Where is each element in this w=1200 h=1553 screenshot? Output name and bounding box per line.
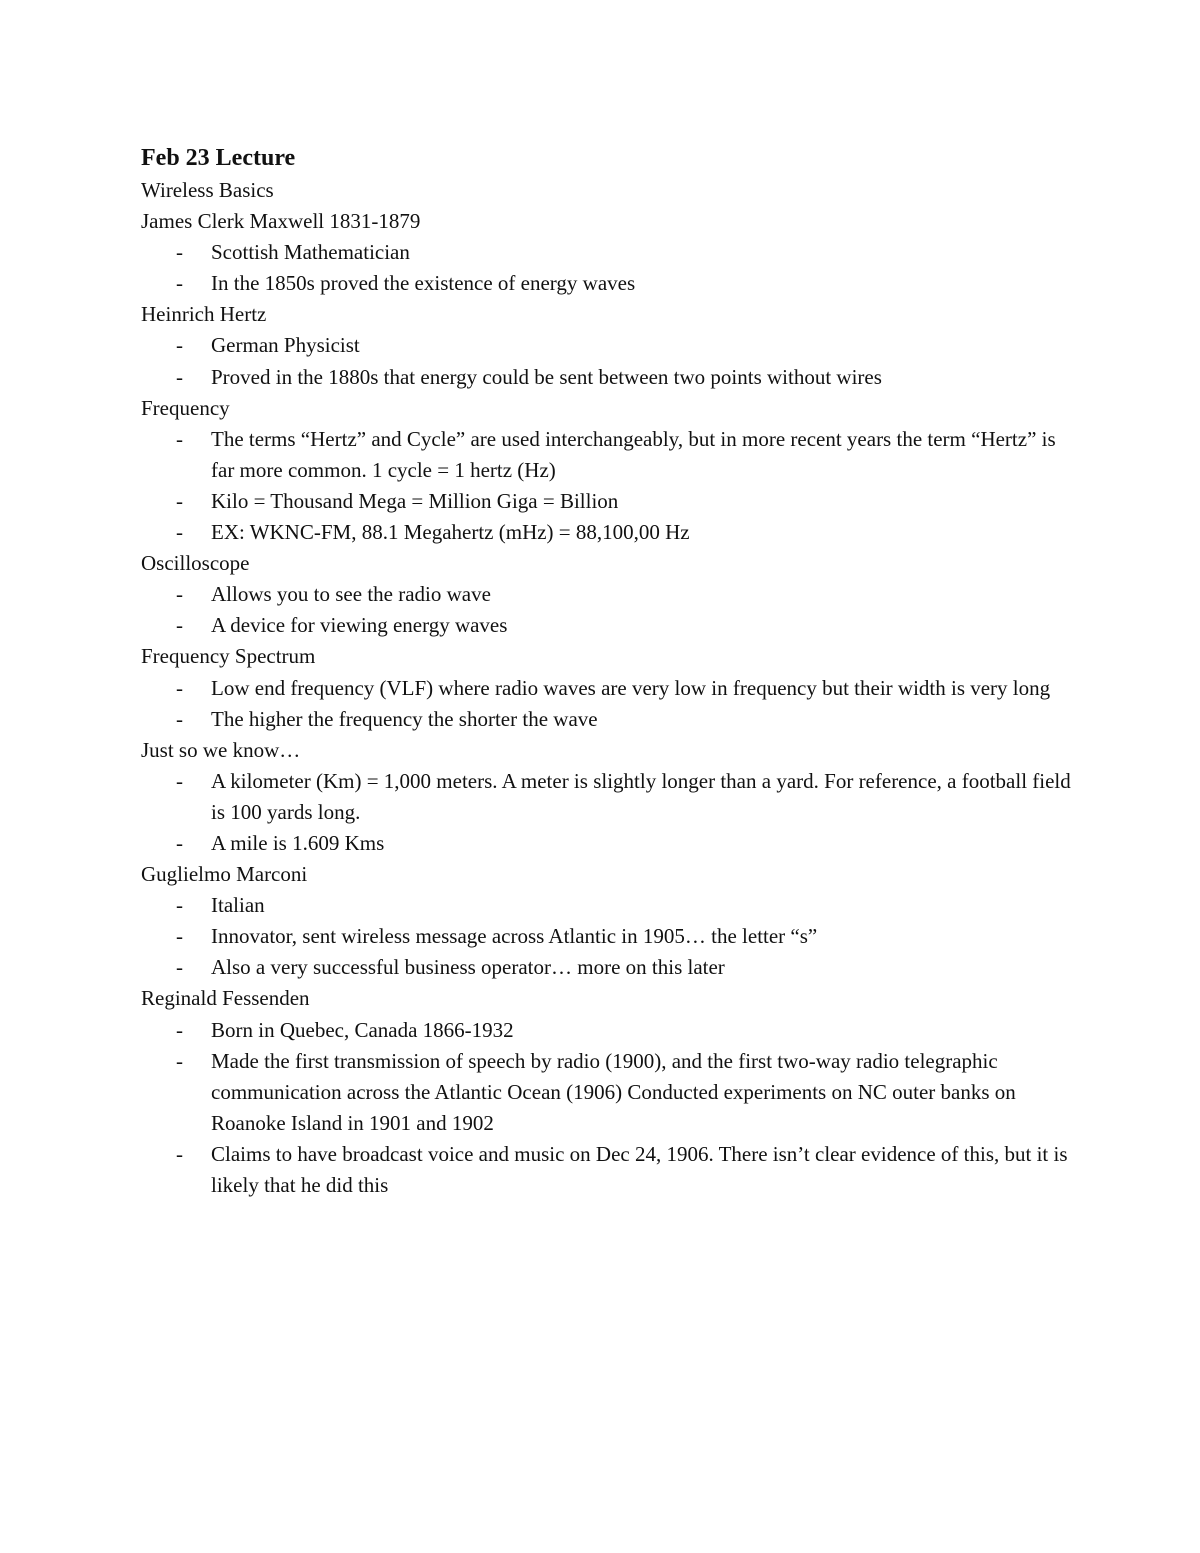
list-item bbox=[141, 921, 1071, 952]
section-heading: Heinrich Hertz bbox=[141, 302, 267, 327]
list-item-text: Also a very successful business operator… more on this later bbox=[211, 955, 725, 980]
list-item bbox=[141, 1139, 1071, 1201]
list-item-text: The terms “Hertz” and Cycle” are used interchangeably, but in more recent years the term “Hertz” is far more common. 1 cycle = 1 hertz (Hz) bbox=[211, 426, 1056, 482]
section-heading: Frequency bbox=[141, 395, 230, 420]
bullet-list bbox=[141, 890, 1071, 983]
list-item-text: A kilometer (Km) = 1,000 meters. A meter is slightly longer than a yard. For reference, a football field is 100 yards long. bbox=[211, 768, 1071, 824]
dash-bullet-icon: - bbox=[176, 955, 183, 980]
list-item bbox=[141, 362, 1071, 393]
document-body bbox=[141, 141, 1071, 1201]
list-item bbox=[141, 330, 1071, 361]
bullet-list bbox=[141, 673, 1071, 735]
dash-bullet-icon: - bbox=[176, 830, 183, 855]
section-heading: Reginald Fessenden bbox=[141, 986, 310, 1011]
list-item-text: Made the first transmission of speech by radio (1900), and the first two-way radio telegraphic communication across the Atlantic Ocean (1906) Conducted experiments on NC outer banks on Roanoke Island in 1901 and 1902 bbox=[211, 1048, 1016, 1135]
bullet-list bbox=[141, 1015, 1071, 1202]
section-heading: James Clerk Maxwell 1831-1879 bbox=[141, 209, 421, 234]
bullet-list bbox=[141, 330, 1071, 392]
list-item-text: Innovator, sent wireless message across Atlantic in 1905… the letter “s” bbox=[211, 924, 818, 949]
section-heading: Guglielmo Marconi bbox=[141, 862, 308, 887]
list-item-text: In the 1850s proved the existence of energy waves bbox=[211, 271, 636, 296]
list-item-text: A mile is 1.609 Kms bbox=[211, 830, 385, 855]
list-item-text: Claims to have broadcast voice and music on Dec 24, 1906. There isn’t clear evidence of this, but it is likely that he did this bbox=[211, 1141, 1068, 1197]
dash-bullet-icon: - bbox=[176, 768, 183, 793]
dash-bullet-icon: - bbox=[176, 271, 183, 296]
dash-bullet-icon: - bbox=[176, 924, 183, 949]
list-item-text: Kilo = Thousand Mega = Million Giga = Billion bbox=[211, 488, 619, 513]
section-heading: Oscilloscope bbox=[141, 551, 250, 576]
list-item-text: Scottish Mathematician bbox=[211, 240, 410, 265]
dash-bullet-icon: - bbox=[176, 706, 183, 731]
list-item bbox=[141, 890, 1071, 921]
list-item-text: A device for viewing energy waves bbox=[211, 613, 508, 638]
page-title: Feb 23 Lecture bbox=[141, 145, 296, 171]
dash-bullet-icon: - bbox=[176, 613, 183, 638]
dash-bullet-icon: - bbox=[176, 520, 183, 545]
list-item bbox=[141, 766, 1071, 828]
list-item-text: Italian bbox=[211, 893, 265, 918]
list-item bbox=[141, 704, 1071, 735]
dash-bullet-icon: - bbox=[176, 1141, 183, 1166]
section-heading: Wireless Basics bbox=[141, 178, 274, 202]
list-item-text: The higher the frequency the shorter the wave bbox=[211, 706, 598, 731]
list-item bbox=[141, 828, 1071, 859]
list-item bbox=[141, 517, 1071, 548]
list-item-text: German Physicist bbox=[211, 333, 360, 358]
list-item bbox=[141, 579, 1071, 610]
list-item bbox=[141, 237, 1071, 268]
list-item bbox=[141, 424, 1071, 486]
bullet-list bbox=[141, 579, 1071, 641]
list-item-text: Proved in the 1880s that energy could be sent between two points without wires bbox=[211, 364, 882, 389]
list-item bbox=[141, 610, 1071, 641]
bullet-list bbox=[141, 766, 1071, 859]
dash-bullet-icon: - bbox=[176, 488, 183, 513]
dash-bullet-icon: - bbox=[176, 675, 183, 700]
dash-bullet-icon: - bbox=[176, 582, 183, 607]
dash-bullet-icon: - bbox=[176, 1017, 183, 1042]
list-item bbox=[141, 952, 1071, 983]
list-item-text: Low end frequency (VLF) where radio waves are very low in frequency but their width is very long bbox=[211, 675, 1051, 700]
list-item-text: EX: WKNC-FM, 88.1 Megahertz (mHz) = 88,100,00 Hz bbox=[211, 520, 690, 545]
list-item-text: Allows you to see the radio wave bbox=[211, 582, 491, 607]
list-item bbox=[141, 673, 1071, 704]
list-item bbox=[141, 1046, 1071, 1139]
dash-bullet-icon: - bbox=[176, 240, 183, 265]
list-item-text: Born in Quebec, Canada 1866-1932 bbox=[211, 1017, 514, 1042]
bullet-list bbox=[141, 424, 1071, 548]
dash-bullet-icon: - bbox=[176, 364, 183, 389]
list-item bbox=[141, 486, 1071, 517]
dash-bullet-icon: - bbox=[176, 1048, 183, 1073]
dash-bullet-icon: - bbox=[176, 333, 183, 358]
section-heading: Frequency Spectrum bbox=[141, 644, 316, 669]
list-item bbox=[141, 1015, 1071, 1046]
dash-bullet-icon: - bbox=[176, 893, 183, 918]
list-item bbox=[141, 268, 1071, 299]
section-heading: Just so we know… bbox=[141, 737, 301, 762]
bullet-list bbox=[141, 237, 1071, 299]
dash-bullet-icon: - bbox=[176, 426, 183, 451]
